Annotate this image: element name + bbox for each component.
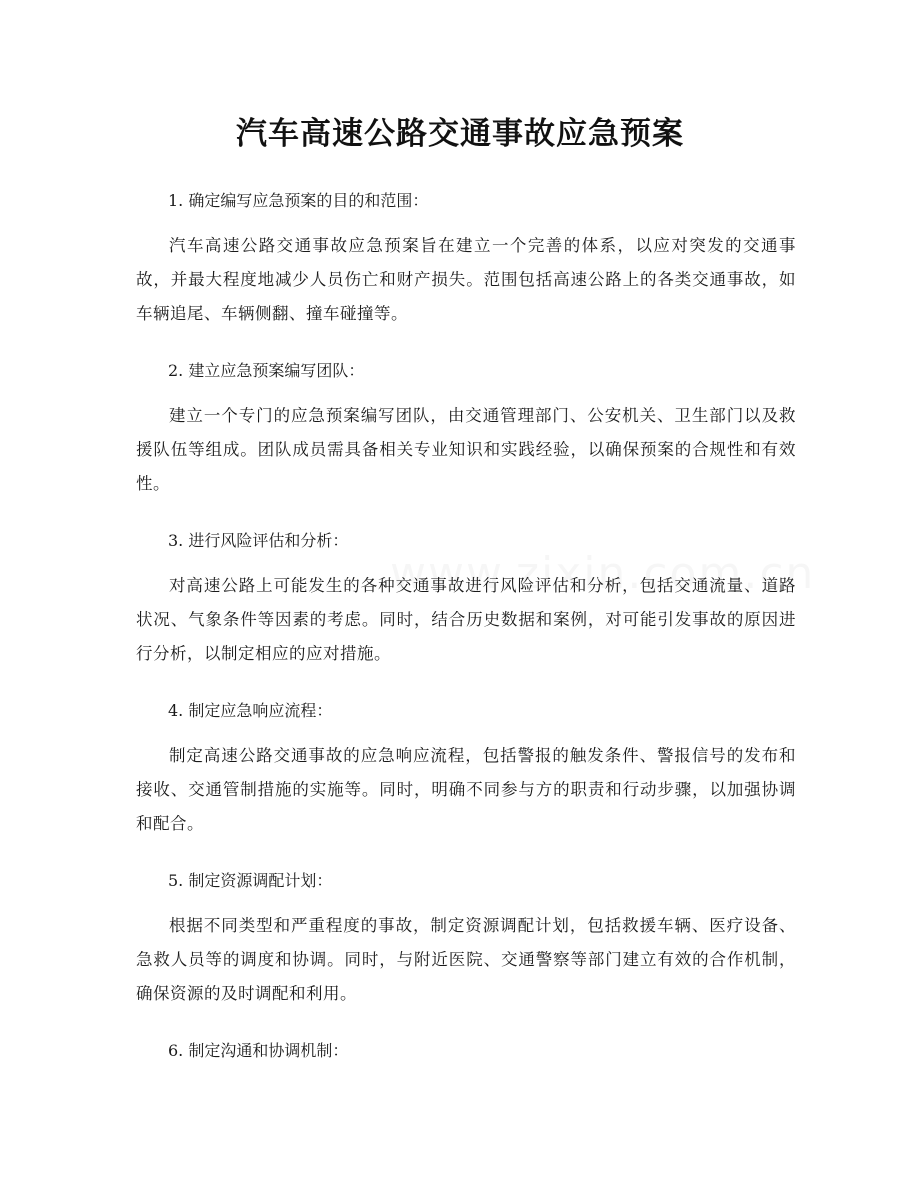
section-3-heading: 3. 进行风险评估和分析： [168, 531, 349, 550]
section-4-body: 制定高速公路交通事故的应急响应流程，包括警报的触发条件、警报信号的发布和接收、交通管制措施的实施等。同时，明确不同参与方的职责和行动步骤，以加强协调和配合。 [136, 746, 796, 833]
section-1-body: 汽车高速公路交通事故应急预案旨在建立一个完善的体系，以应对突发的交通事故，并最大程度地减少人员伤亡和财产损失。范围包括高速公路上的各类交通事故，如车辆追尾、车辆侧翻、撞车碰撞等。 [136, 236, 796, 323]
section-5-body: 根据不同类型和严重程度的事故，制定资源调配计划，包括救援车辆、医疗设备、急救人员等的调度和协调。同时，与附近医院、交通警察等部门建立有效的合作机制，确保资源的及时调配和利用。 [136, 916, 796, 1003]
section-4-heading: 4. 制定应急响应流程： [168, 701, 333, 720]
section-6-heading: 6. 制定沟通和协调机制： [168, 1041, 349, 1060]
section-5-heading: 5. 制定资源调配计划： [168, 871, 333, 890]
document-title: 汽车高速公路交通事故应急预案 [236, 116, 684, 152]
section-3-body: 对高速公路上可能发生的各种交通事故进行风险评估和分析，包括交通流量、道路状况、气象条件等因素的考虑。同时，结合历史数据和案例，对可能引发事故的原因进行分析，以制定相应的应对措施。 [136, 576, 796, 663]
section-2-body: 建立一个专门的应急预案编写团队，由交通管理部门、公安机关、卫生部门以及救援队伍等组成。团队成员需具备相关专业知识和实践经验，以确保预案的合规性和有效性。 [136, 406, 796, 493]
section-2-heading: 2. 建立应急预案编写团队： [168, 361, 365, 380]
section-1-heading: 1. 确定编写应急预案的目的和范围： [168, 191, 429, 210]
